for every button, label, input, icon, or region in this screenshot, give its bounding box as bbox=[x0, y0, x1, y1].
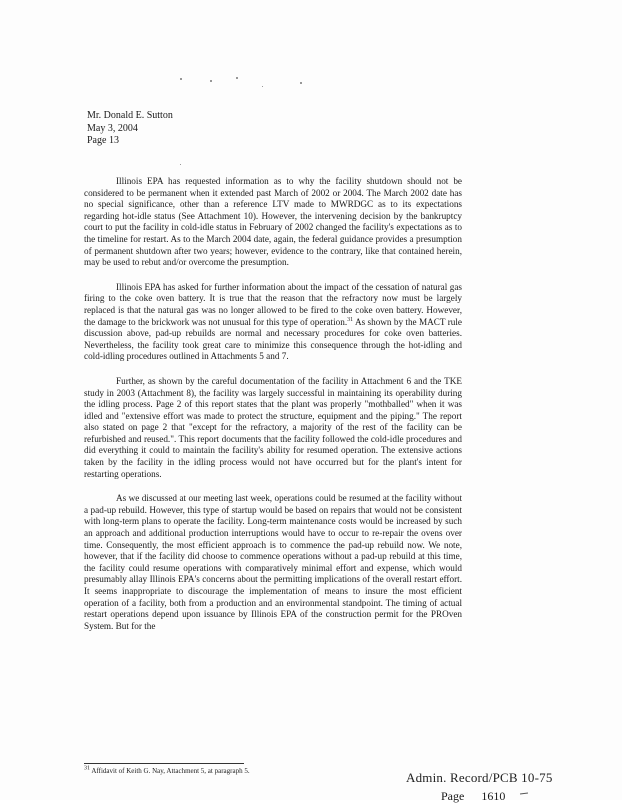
paragraph-2-continued: As shown by the MACT rule discussion above, pad-up rebuilds are normal and necessary procedures for coke oven batteries. Nevertheless, the facility took great care to minimize this consequence through the hot-idling and cold-idling procedures outlined in Attachments 5 and 7. bbox=[84, 316, 462, 362]
stamp-page-label: Page bbox=[441, 789, 465, 803]
admin-record-stamp: Admin. Record/PCB 10-75 bbox=[406, 770, 553, 785]
stamp-page-number: 1610 bbox=[481, 789, 506, 803]
letter-page-number: Page 13 bbox=[87, 135, 119, 146]
footnote-rule bbox=[84, 763, 244, 764]
stamp-page bbox=[441, 789, 505, 804]
scan-speck bbox=[262, 86, 263, 87]
letter-header bbox=[87, 110, 173, 148]
scan-speck bbox=[180, 78, 182, 80]
letter-date: May 3, 2004 bbox=[87, 122, 138, 134]
letter-body bbox=[84, 176, 462, 645]
footnote-marker: 31 bbox=[347, 316, 354, 323]
scan-mark bbox=[520, 792, 528, 794]
paragraph-2-text: Illinois EPA has asked for further information about the impact of the cessation of natural gas firing to the coke oven battery. It is true that the reason that the refractory now must be largely replaced is that the natural gas was no longer allowed to be fired to the coke oven battery. However, the damage to the brickwork was not unusual for this type of operation. bbox=[84, 281, 462, 327]
footnote-number: 31 bbox=[84, 765, 90, 772]
paragraph-3: Further, as shown by the careful documentation of the facility in Attachment 6 and the TKE study in 2003 (Attachment 8), the facility was largely successful in maintaining its operability during the idling process. Page 2 of this report states that the plant was properly "mothballed" when it was idled and "extensive effort was made to protect the structure, equipment and the piping." The report also stated on page 2 that "except for the refractory, a majority of the rest of the facility can be refurbished and reused.". This report documents that the facility followed the cold-idle procedures and did everything it could to maintain the facility's ability for resumed operation. The extensive actions taken by the facility in the idling process would not have occurred but for the plant's intent for restarting operations. bbox=[84, 375, 462, 479]
footnote bbox=[84, 767, 250, 775]
scan-speck bbox=[180, 164, 181, 165]
recipient-name: Mr. Donald E. Sutton bbox=[87, 110, 173, 121]
scan-speck bbox=[236, 77, 238, 79]
scan-speck bbox=[210, 80, 212, 82]
paragraph-1: Illinois EPA has requested information as to why the facility shutdown should not be considered to be permanent when it extended past March of 2002 or 2004. The March 2002 date has no special significance, other than a reference LTV made to MWRDGC as to its expectations regarding hot-idle status (See Attachment 10). However, the intervening decision by the bankruptcy court to put the facility in cold-idle status in February of 2002 changed the facility's expectations as to the timeline for restart. As to the March 2004 date, again, the federal guidance provides a presumption of permanent shutdown after two years; however, evidence to the contrary, like that contained herein, may be used to rebut and/or overcome the presumption. bbox=[84, 176, 462, 268]
footnote-text: Affidavit of Keith G. Nay, Attachment 5, at paragraph 5. bbox=[90, 767, 250, 775]
scan-speck bbox=[300, 82, 302, 84]
paragraph-2 bbox=[84, 282, 462, 363]
paragraph-4: As we discussed at our meeting last week, operations could be resumed at the facility without a pad-up rebuild. However, this type of startup would be based on repairs that would not be consistent with long-term plans to operate the facility. Long-term maintenance costs would be increased by such an approach and additional production interruptions would have to occur to re-repair the ovens over time. Consequently, the most efficient approach is to commence the pad-up rebuild now. We note, however, that if the facility did choose to commence operations without a pad-up rebuild at this time, the facility could resume operations with comparatively minimal effort and expense, which would presumably allay Illinois EPA's concerns about the permitting implications of the overall restart effort. It seems inappropriate to discourage the implementation of means to insure the most efficient operation of a facility, both from a production and an environmental standpoint. The timing of actual restart operations depend upon issuance by Illinois EPA of the construction permit for the PROven System. But for the bbox=[84, 493, 462, 631]
